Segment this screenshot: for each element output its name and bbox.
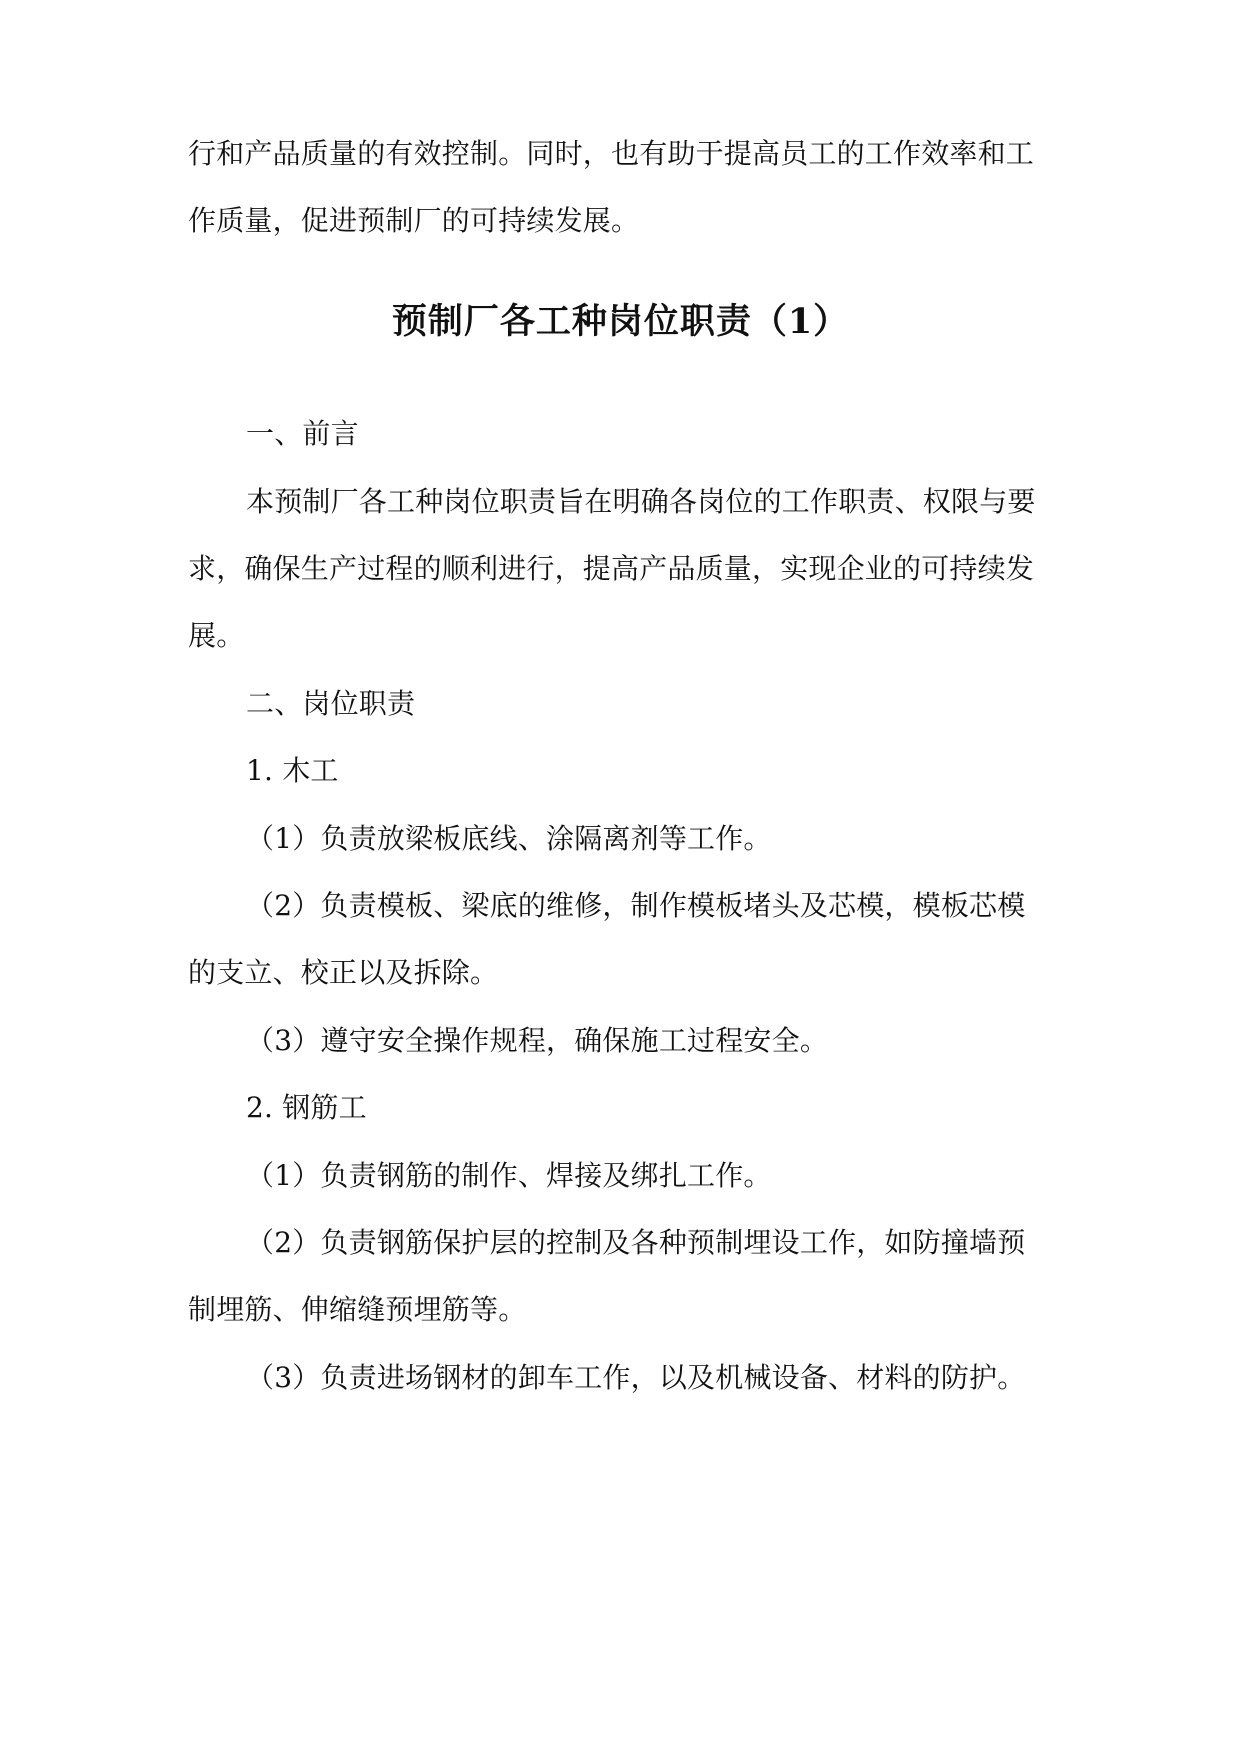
list-item-continuation: 制埋筋、伸缩缝预埋筋等。 <box>188 1293 527 1326</box>
preface-text-line: 求，确保生产过程的顺利进行，提高产品质量，实现企业的可持续发 <box>188 552 1035 585</box>
list-item: （1）负责放梁板底线、涂隔离剂等工作。 <box>246 822 772 855</box>
list-item: （1）负责钢筋的制作、焊接及绑扎工作。 <box>246 1159 772 1192</box>
list-item: （3）负责进场钢材的卸车工作，以及机械设备、材料的防护。 <box>246 1361 1026 1394</box>
list-item-continuation: 的支立、校正以及拆除。 <box>188 956 499 989</box>
list-item: （2）负责钢筋保护层的控制及各种预制埋设工作，如防撞墙预 <box>246 1226 1026 1259</box>
list-item: （3）遵守安全操作规程，确保施工过程安全。 <box>246 1024 829 1057</box>
section-heading-duties: 二、岗位职责 <box>246 687 416 720</box>
preface-text-line: 本预制厂各工种岗位职责旨在明确各岗位的工作职责、权限与要 <box>246 485 1036 518</box>
intro-text-line: 作质量，促进预制厂的可持续发展。 <box>188 204 640 237</box>
section-heading-preface: 一、前言 <box>246 417 359 450</box>
subheading-carpenter: 1. 木工 <box>246 754 339 787</box>
preface-text-line: 展。 <box>188 619 245 652</box>
intro-text-line: 行和产品质量的有效控制。同时，也有助于提高员工的工作效率和工 <box>188 137 1035 170</box>
subheading-rebar: 2. 钢筋工 <box>246 1091 367 1124</box>
document-title: 预制厂各工种岗位职责（1） <box>391 301 850 342</box>
list-item: （2）负责模板、梁底的维修，制作模板堵头及芯模，模板芯模 <box>246 889 1026 922</box>
